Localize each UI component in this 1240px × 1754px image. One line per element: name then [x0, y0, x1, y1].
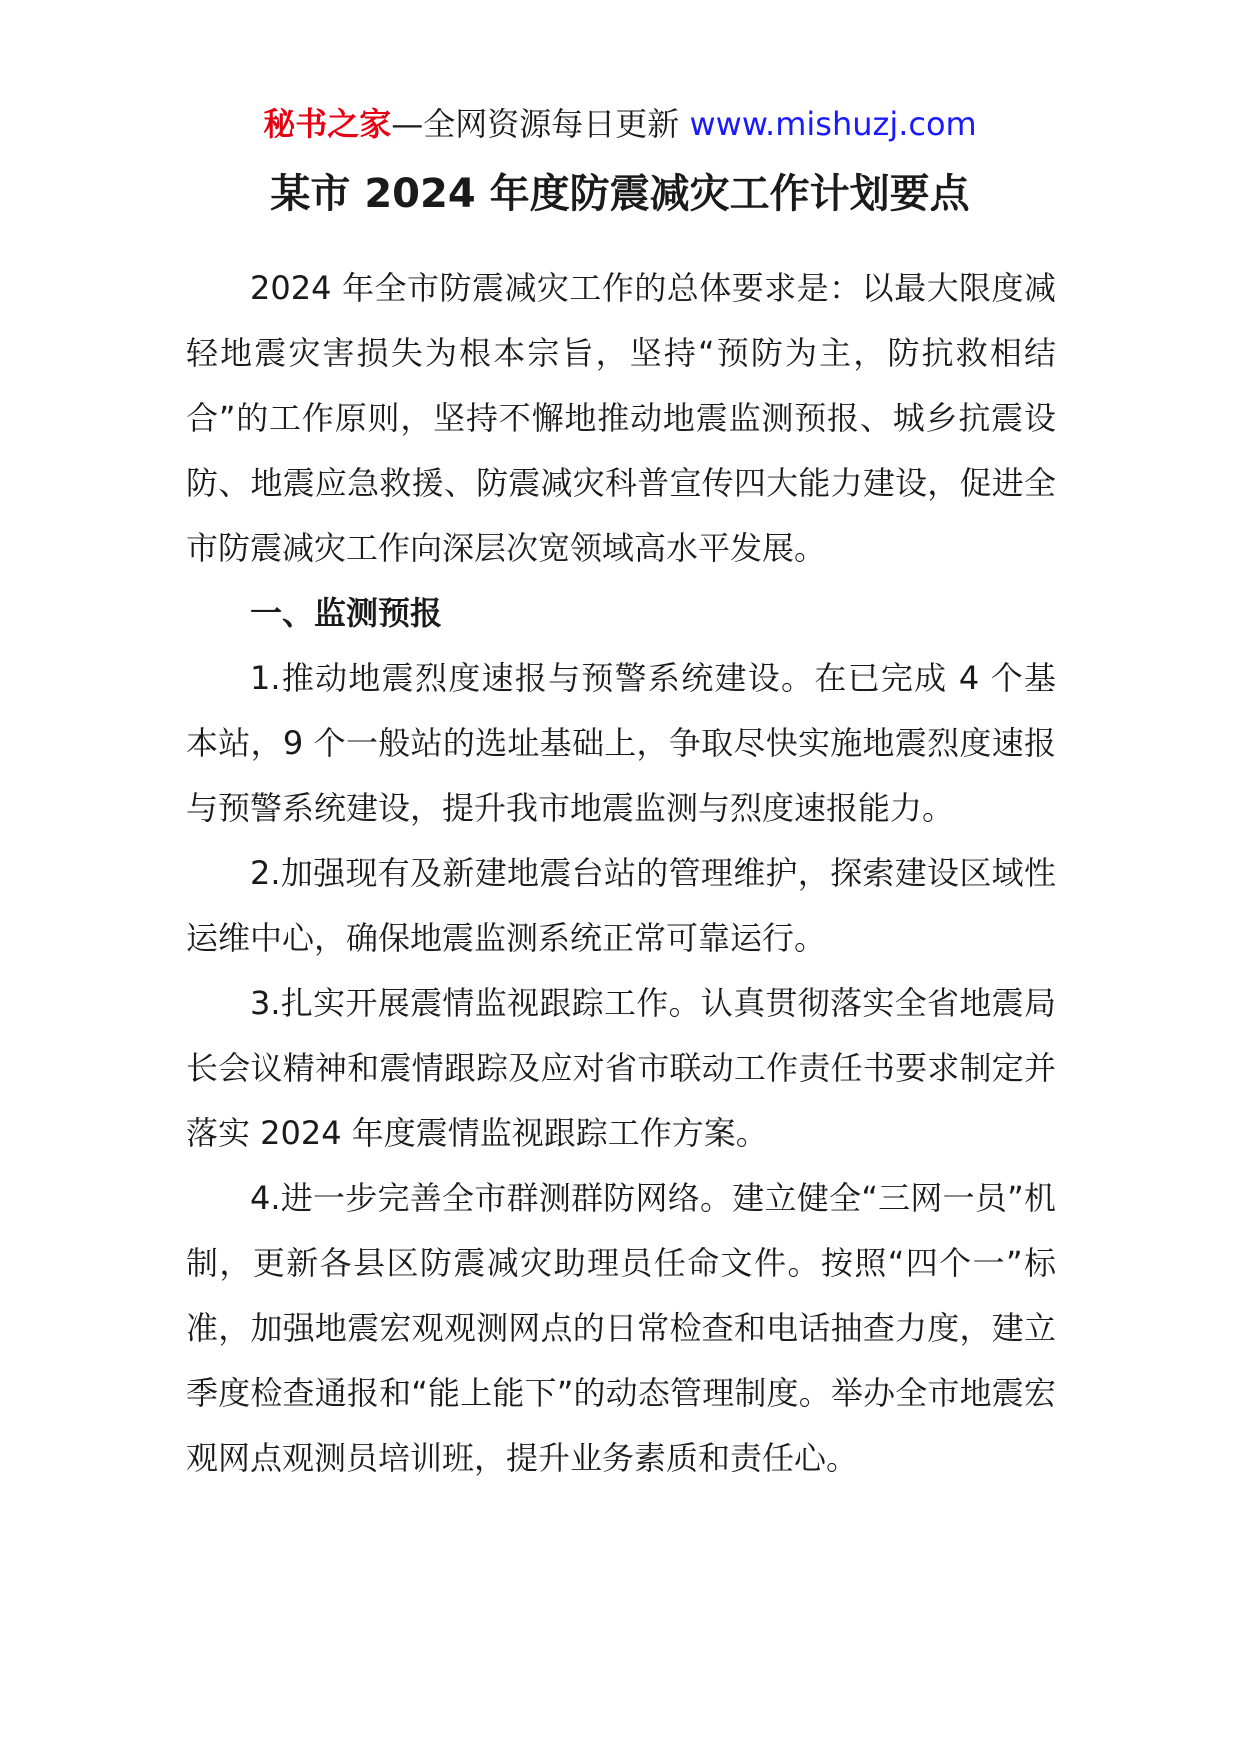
site-url-link[interactable]: www.mishuzj.com	[689, 105, 977, 143]
list-item: 4.进一步完善全市群测群防网络。建立健全“三网一员”机制，更新各县区防震减灾助理员任命文件。按照“四个一”标准，加强地震宏观观测网点的日常检查和电话抽查力度，建立季度检查通报和“能上能下”的动态管理制度。举办全市地震宏观网点观测员培训班，提升业务素质和责任心。	[186, 1179, 1056, 1477]
intro-paragraph: 2024 年全市防震减灾工作的总体要求是：以最大限度减轻地震灾害损失为根本宗旨，坚持“预防为主，防抗救相结合”的工作原则，坚持不懈地推动地震监测预报、城乡抗震设防、地震应急救援、防震减灾科普宣传四大能力建设，促进全市防震减灾工作向深层次宽领域高水平发展。	[186, 269, 1056, 567]
list-item: 2.加强现有及新建地震台站的管理维护，探索建设区域性运维中心，确保地震监测系统正常可靠运行。	[186, 854, 1056, 957]
document-title: 某市 2024 年度防震减灾工作计划要点	[270, 171, 970, 217]
site-banner	[0, 100, 1240, 148]
banner-tagline: —全网资源每日更新	[391, 105, 680, 143]
list-item: 3.扎实开展震情监视跟踪工作。认真贯彻落实全省地震局长会议精神和震情跟踪及应对省市联动工作责任书要求制定并落实 2024 年度震情监视跟踪工作方案。	[186, 984, 1056, 1152]
list-item: 1.推动地震烈度速报与预警系统建设。在已完成 4 个基本站，9 个一般站的选址基础上，争取尽快实施地震烈度速报与预警系统建设，提升我市地震监测与烈度速报能力。	[186, 659, 1056, 827]
section-heading: 一、监测预报	[250, 594, 443, 632]
document-body	[186, 256, 1056, 1491]
brand-name: 秘书之家	[263, 105, 392, 143]
